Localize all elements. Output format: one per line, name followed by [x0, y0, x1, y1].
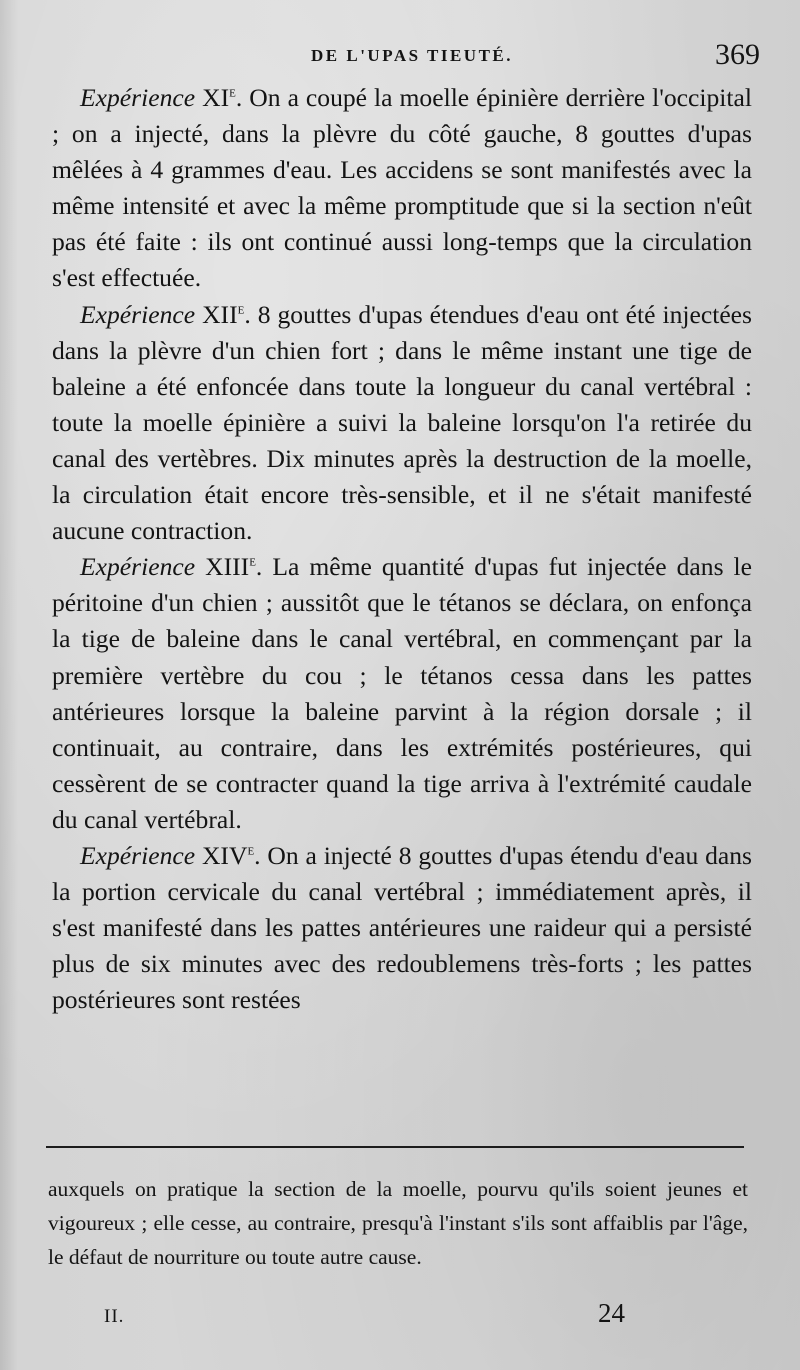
paragraph-experience-12 — [52, 297, 752, 550]
paragraph-experience-13 — [52, 549, 752, 838]
experience-number: XIe — [202, 83, 236, 112]
footnote-text: auxquels on pratique la section de la moelle, pourvu qu'ils soient jeunes et vigoureux ; elle cesse, au contraire, presqu'à l'instant s'ils sont affaiblis par l'âge, le défaut de nourriture ou toute autre cause. — [48, 1177, 748, 1269]
paragraph-text: . On a coupé la moelle épinière derrière l'occipital ; on a injecté, dans la plèvre du côté gauche, 8 gouttes d'upas mêlées à 4 grammes d'eau. Les accidens se sont manifestés avec la même intensité et avec la même promptitude que si la section n'eût pas été faite : ils ont continué aussi long-temps que la circulation s'est effectuée. — [52, 83, 752, 293]
experience-number: XIVe — [201, 840, 255, 870]
page-number: 369 — [715, 38, 760, 71]
main-text — [52, 80, 752, 1018]
running-head: DE L'UPAS TIEUTÉ. — [311, 46, 513, 65]
signature-mark: II. — [104, 1306, 125, 1327]
paragraph-experience-14 — [52, 838, 752, 1018]
paragraph-text: . On a injecté 8 gouttes d'upas étendu d'eau dans la portion cervicale du canal vertébral ; immédiatement après, il s'est manifesté dans les pattes antérieures une raideur qui a persisté plus de six minutes avec des redoublemens très-forts ; les pattes postérieures sont restées — [52, 840, 752, 1015]
experience-label: Expérience — [80, 552, 196, 582]
quire-number: 24 — [598, 1298, 625, 1328]
experience-label: Expérience — [80, 83, 196, 112]
experience-number: XIIIe — [205, 552, 256, 582]
footnote-divider — [46, 1146, 744, 1148]
paragraph-text: . La même quantité d'upas fut injectée dans le péritoine d'un chien ; aussitôt que le tétanos se déclara, on enfonça la tige de baleine dans le canal vertébral, en commençant par la première vertèbre du cou ; le tétanos cessa dans les pattes antérieures lorsque la baleine parvint à la région dorsale ; il continuait, au contraire, dans les extrémités postérieures, qui cessèrent de se contracter quand la tige arriva à l'extrémité caudale du canal vertébral. — [52, 552, 753, 834]
paragraph-experience-11 — [52, 80, 752, 297]
experience-number: XIIe — [202, 299, 245, 329]
experience-label: Expérience — [80, 299, 196, 329]
paragraph-text: . 8 gouttes d'upas étendues d'eau ont été injectées dans la plèvre d'un chien fort ; dans le même instant une tige de baleine a été enfoncée dans toute la longueur du canal vertébral : toute la moelle épinière a suivi la baleine lorsqu'on l'a retirée du canal des vertèbres. Dix minutes après la destruction de la moelle, la circulation était encore très-sensible, et il ne s'était manifesté aucune contraction. — [52, 299, 752, 546]
experience-label: Expérience — [80, 840, 196, 870]
page-header — [52, 38, 772, 82]
